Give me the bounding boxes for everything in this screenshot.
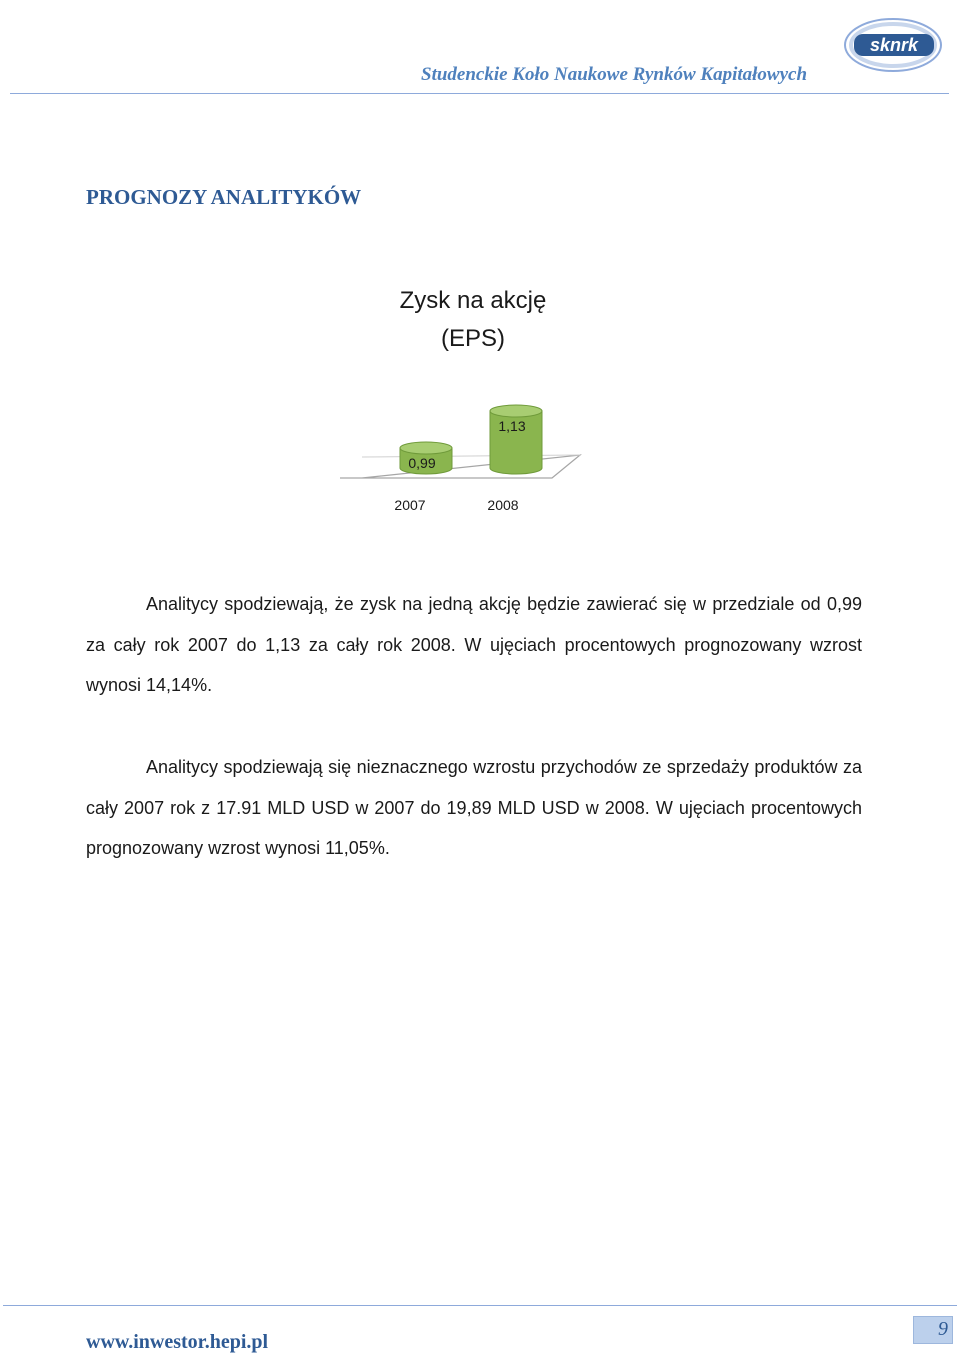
paragraph-revenue-text: Analitycy spodziewają się nieznacznego wzrostu przychodów ze sprzedaży produktów za cały 2007 rok z 17.91 MLD USD w 2007 do 19,89 MLD USD w 2008. W ujęciach procentowych prognozowany wzrost wynosi 11,05%.: [86, 757, 862, 858]
chart-data-label: 1,13: [498, 418, 526, 434]
chart-title-line1: Zysk na akcję: [399, 287, 547, 314]
paragraph-eps: [86, 584, 862, 706]
chart-title: [360, 282, 586, 358]
chart-bar-2008: [490, 405, 542, 474]
chart-floor: [340, 455, 580, 478]
section-heading: PROGNOZY ANALITYKÓW: [86, 185, 362, 209]
footer-url[interactable]: www.inwestor.hepi.pl: [86, 1331, 269, 1353]
eps-chart: [340, 395, 600, 525]
chart-bar-top: [490, 405, 542, 417]
chart-data-label: 0,99: [408, 455, 436, 471]
chart-title-line2: (EPS): [440, 325, 505, 352]
chart-bar-top: [400, 442, 452, 454]
chart-category-label: 2007: [394, 497, 426, 513]
logo-text: sknrk: [869, 35, 919, 55]
header-rule: [10, 93, 949, 94]
page-number: 9: [938, 1318, 948, 1340]
page-number-box: [913, 1316, 953, 1344]
paragraph-revenue: [86, 747, 862, 869]
header-title: Studenckie Koło Naukowe Rynków Kapitałowych: [421, 64, 808, 85]
chart-category-label: 2008: [487, 497, 519, 513]
paragraph-eps-text: Analitycy spodziewają, że zysk na jedną akcję będzie zawierać się w przedziale od 0,99 za cały rok 2007 do 1,13 za cały rok 2008. W ujęciach procentowych prognozowany wzrost wynosi 14,14%.: [86, 594, 862, 695]
sknrk-logo: [840, 14, 946, 76]
footer-rule: [3, 1305, 957, 1306]
chart-floor-back: [362, 455, 580, 457]
